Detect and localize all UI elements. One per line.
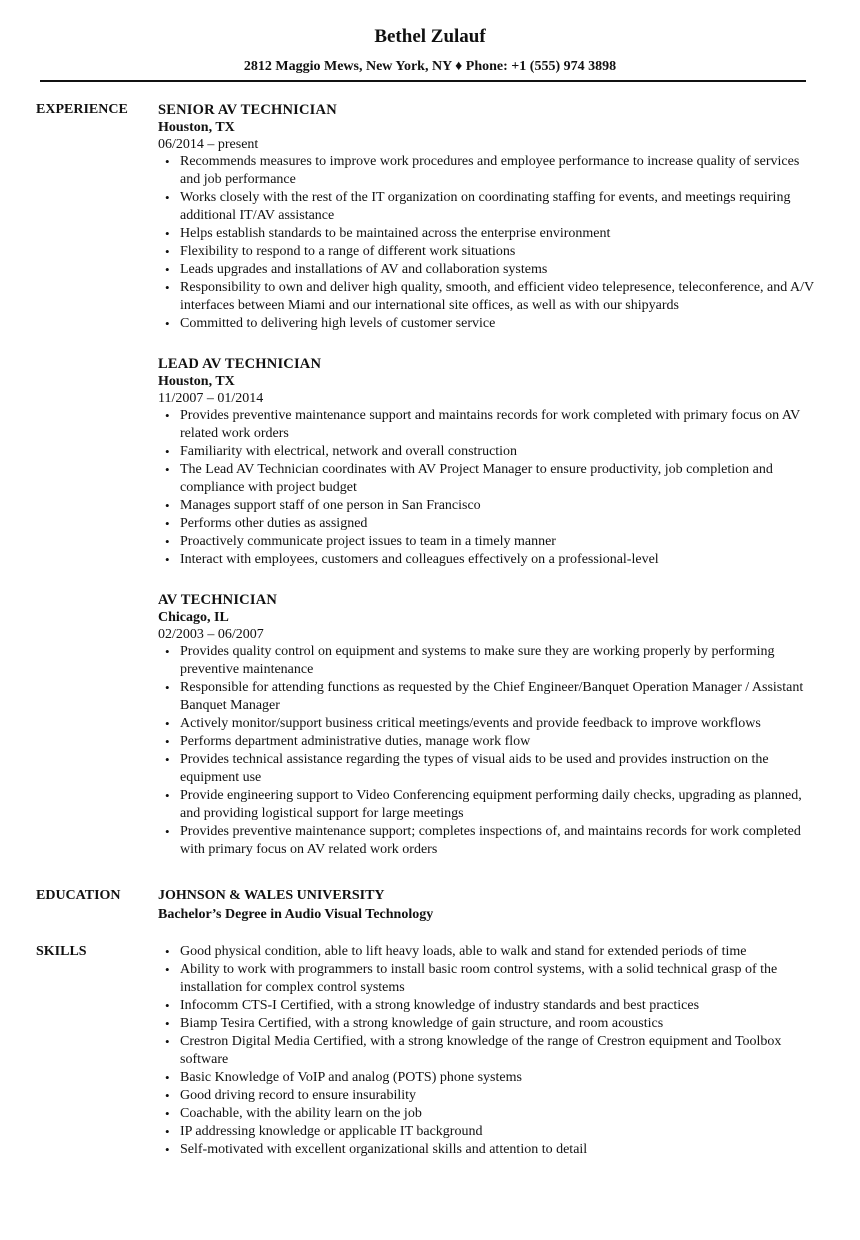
list-item xyxy=(165,1141,814,1159)
bullet-icon: • xyxy=(165,962,170,977)
list-item xyxy=(165,243,814,261)
list-item xyxy=(165,823,814,859)
bullet-icon: • xyxy=(165,1106,170,1121)
list-item xyxy=(165,1123,814,1141)
bullet-icon: • xyxy=(165,824,170,839)
job-dates: 11/2007 – 01/2014 xyxy=(158,391,264,406)
section-label-skills: SKILLS xyxy=(36,944,87,959)
bullet-icon: • xyxy=(165,316,170,331)
list-item xyxy=(165,643,814,679)
education-body xyxy=(158,887,860,925)
bullet-text: Helps establish standards to be maintained across the enterprise environment xyxy=(180,226,611,241)
list-item xyxy=(165,461,814,497)
list-item xyxy=(165,679,814,715)
experience-section xyxy=(0,101,860,859)
bullet-text: Committed to delivering high levels of customer service xyxy=(180,316,496,331)
list-item xyxy=(165,943,814,961)
list-item xyxy=(165,225,814,243)
bullet-icon: • xyxy=(165,644,170,659)
bullet-text: Good physical condition, able to lift heavy loads, able to walk and stand for extended periods of time xyxy=(180,944,747,959)
bullet-text: Coachable, with the ability learn on the job xyxy=(180,1106,422,1121)
bullet-icon: • xyxy=(165,1034,170,1049)
bullet-text: Flexibility to respond to a range of different work situations xyxy=(180,244,516,259)
bullet-text: Recommends measures to improve work procedures and employee performance to increase quality of services and job performance xyxy=(180,154,800,187)
list-item xyxy=(165,961,814,997)
job-entry xyxy=(158,591,814,859)
bullet-icon: • xyxy=(165,444,170,459)
school-name: JOHNSON & WALES UNIVERSITY xyxy=(158,888,385,903)
bullet-icon: • xyxy=(165,752,170,767)
list-item xyxy=(165,715,814,733)
bullet-text: Responsibility to own and deliver high quality, smooth, and efficient video telepresence, teleconference, and A/V interfaces between Miami and our international site offices, as well as with our shipyards xyxy=(180,280,814,313)
skills-body xyxy=(158,943,860,1159)
education-section xyxy=(0,887,860,925)
candidate-name: Bethel Zulauf xyxy=(374,26,486,47)
bullet-icon: • xyxy=(165,516,170,531)
list-item xyxy=(165,733,814,751)
bullet-icon: • xyxy=(165,716,170,731)
section-label-experience: EXPERIENCE xyxy=(36,102,128,117)
contact-line: 2812 Maggio Mews, New York, NY ♦ Phone: +1 (555) 974 3898 xyxy=(243,59,617,74)
bullet-text: Interact with employees, customers and colleagues effectively on a professional-level xyxy=(180,552,659,567)
bullet-text: Ability to work with programmers to install basic room control systems, with a solid technical grasp of the installation for complex control systems xyxy=(180,962,778,995)
bullet-text: Self-motivated with excellent organizational skills and attention to detail xyxy=(180,1142,588,1157)
list-item xyxy=(165,153,814,189)
bullet-icon: • xyxy=(165,1070,170,1085)
job-bullet-list xyxy=(158,407,814,569)
section-label-education: EDUCATION xyxy=(36,888,121,903)
bullet-text: Good driving record to ensure insurability xyxy=(180,1088,417,1103)
bullet-text: IP addressing knowledge or applicable IT background xyxy=(180,1124,483,1139)
bullet-icon: • xyxy=(165,944,170,959)
bullet-icon: • xyxy=(165,262,170,277)
bullet-icon: • xyxy=(165,1124,170,1139)
list-item xyxy=(165,533,814,551)
list-item xyxy=(165,787,814,823)
bullet-text: Manages support staff of one person in San Francisco xyxy=(180,498,481,513)
degree-name: Bachelor’s Degree in Audio Visual Technology xyxy=(158,907,434,922)
job-location: Houston, TX xyxy=(158,120,235,135)
job-bullet-list xyxy=(158,153,814,333)
job-title: LEAD AV TECHNICIAN xyxy=(158,356,322,372)
list-item xyxy=(165,315,814,333)
list-item xyxy=(165,407,814,443)
bullet-icon: • xyxy=(165,498,170,513)
bullet-text: Provides preventive maintenance support and maintains records for work completed with primary focus on AV related work orders xyxy=(180,408,800,441)
job-title: SENIOR AV TECHNICIAN xyxy=(158,102,337,118)
job-title: AV TECHNICIAN xyxy=(158,592,278,608)
bullet-icon: • xyxy=(165,680,170,695)
bullet-icon: • xyxy=(165,552,170,567)
bullet-text: Responsible for attending functions as requested by the Chief Engineer/Banquet Operation Manager / Assistant Banquet Manager xyxy=(180,680,804,713)
list-item xyxy=(165,1069,814,1087)
skills-section xyxy=(0,943,860,1159)
resume-header xyxy=(0,24,860,76)
bullet-icon: • xyxy=(165,408,170,423)
bullet-text: Familiarity with electrical, network and overall construction xyxy=(180,444,518,459)
bullet-text: Provides preventive maintenance support; completes inspections of, and maintains records for work completed with primary focus on AV related work orders xyxy=(180,824,801,857)
job-entry xyxy=(158,355,814,569)
bullet-icon: • xyxy=(165,154,170,169)
bullet-icon: • xyxy=(165,788,170,803)
bullet-text: Performs department administrative duties, manage work flow xyxy=(180,734,531,749)
bullet-icon: • xyxy=(165,462,170,477)
list-item xyxy=(165,1087,814,1105)
bullet-icon: • xyxy=(165,1016,170,1031)
header-divider xyxy=(40,80,806,82)
bullet-icon: • xyxy=(165,226,170,241)
bullet-text: Proactively communicate project issues to team in a timely manner xyxy=(180,534,556,549)
bullet-text: Provides quality control on equipment and systems to make sure they are working properly by performing preventive maintenance xyxy=(180,644,775,677)
experience-body xyxy=(158,101,860,859)
bullet-icon: • xyxy=(165,244,170,259)
bullet-icon: • xyxy=(165,734,170,749)
bullet-icon: • xyxy=(165,190,170,205)
job-bullet-list xyxy=(158,643,814,859)
list-item xyxy=(165,1015,814,1033)
list-item xyxy=(165,997,814,1015)
bullet-text: Basic Knowledge of VoIP and analog (POTS) phone systems xyxy=(180,1070,522,1085)
bullet-icon: • xyxy=(165,1088,170,1103)
skills-bullet-list xyxy=(158,943,814,1159)
job-dates: 02/2003 – 06/2007 xyxy=(158,627,264,642)
bullet-text: Biamp Tesira Certified, with a strong knowledge of gain structure, and room acoustics xyxy=(180,1016,664,1031)
bullet-text: The Lead AV Technician coordinates with AV Project Manager to ensure productivity, job completion and compliance with project budget xyxy=(180,462,773,495)
bullet-text: Works closely with the rest of the IT organization on coordinating staffing for events, and meetings requiring additional IT/AV assistance xyxy=(180,190,791,223)
list-item xyxy=(165,261,814,279)
list-item xyxy=(165,443,814,461)
list-item xyxy=(165,1033,814,1069)
list-item xyxy=(165,751,814,787)
bullet-text: Provide engineering support to Video Conferencing equipment performing daily checks, upgrading as planned, and providing logistical support for large meetings xyxy=(180,788,802,821)
list-item xyxy=(165,497,814,515)
bullet-text: Performs other duties as assigned xyxy=(180,516,368,531)
bullet-icon: • xyxy=(165,998,170,1013)
bullet-text: Actively monitor/support business critical meetings/events and provide feedback to improve workflows xyxy=(180,716,761,731)
bullet-icon: • xyxy=(165,280,170,295)
job-location: Houston, TX xyxy=(158,374,235,389)
list-item xyxy=(165,189,814,225)
list-item xyxy=(165,515,814,533)
job-entry xyxy=(158,101,814,333)
list-item xyxy=(165,551,814,569)
bullet-text: Infocomm CTS-I Certified, with a strong knowledge of industry standards and best practices xyxy=(180,998,700,1013)
bullet-text: Provides technical assistance regarding the types of visual aids to be used and provides instruction on the equipment use xyxy=(180,752,769,785)
bullet-text: Crestron Digital Media Certified, with a strong knowledge of the range of Crestron equipment and Toolbox software xyxy=(180,1034,782,1067)
job-dates: 06/2014 – present xyxy=(158,137,259,152)
bullet-icon: • xyxy=(165,534,170,549)
list-item xyxy=(165,279,814,315)
bullet-icon: • xyxy=(165,1142,170,1157)
bullet-text: Leads upgrades and installations of AV and collaboration systems xyxy=(180,262,548,277)
job-location: Chicago, IL xyxy=(158,610,229,625)
list-item xyxy=(165,1105,814,1123)
